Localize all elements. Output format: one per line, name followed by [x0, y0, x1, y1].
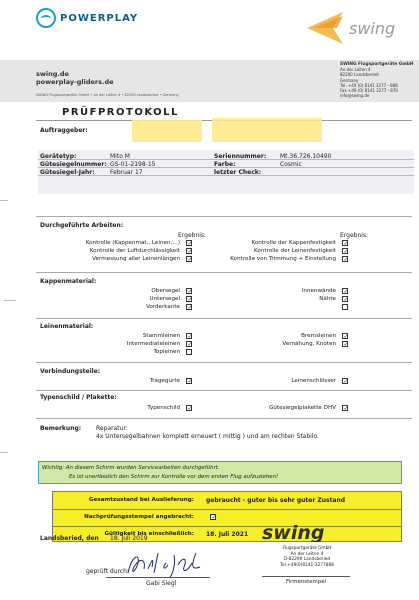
header	[0, 0, 419, 60]
leine-item: Vernähung, Knoten	[282, 341, 336, 347]
kappe-checkbox-empty[interactable]	[342, 304, 348, 310]
kappe-checkbox[interactable]	[186, 288, 192, 294]
arbeit-checkbox[interactable]	[186, 248, 192, 254]
company-info-right	[340, 62, 414, 98]
kappe-checkbox[interactable]	[186, 304, 192, 310]
summary-divider	[53, 526, 401, 527]
company-line: An der Leiten 4	[340, 67, 371, 73]
verbindung-checkbox[interactable]	[342, 378, 348, 384]
stamp-line: Tel.+49(0)8141-3277888	[280, 562, 334, 568]
leine-item: Stammleinen	[142, 333, 180, 339]
leine-checkbox[interactable]	[342, 333, 348, 339]
kappe-checkbox[interactable]	[342, 296, 348, 302]
warning-line-2: Es ist unerlässlich den Schirm zur Kontrolle vor dem ersten Flug aufzuziehen!	[69, 474, 279, 480]
company-line: Fax +49 (0) 8141 3277 - 870	[340, 88, 398, 94]
redaction-highlight	[212, 118, 322, 142]
stamp-company-info	[262, 546, 352, 568]
powerplay-logo	[36, 8, 138, 28]
section-divider	[36, 318, 412, 319]
stamp-line: Flugsportgeräte GmbH	[282, 546, 332, 551]
arbeit-item: Kontrolle (Kappenmat., Leinen,…)	[85, 240, 180, 246]
company-line: 82290 Landsberied	[340, 72, 379, 78]
kappe-checkbox[interactable]	[342, 288, 348, 294]
company-address-small: SWING Flugsportgeräte GmbH • An der Leiten 4 • 82290 Landsberied • Germany	[36, 93, 179, 97]
redaction-highlight	[132, 120, 202, 142]
pruefer-name: Gabi Siegl	[146, 580, 177, 587]
letzter-check-label: letzter Check:	[214, 169, 262, 176]
zustand-label: Gesamtzustand bei Auslieferung:	[88, 497, 194, 503]
powerplay-logo-text: POWERPLAY	[60, 12, 139, 24]
signature-line	[106, 577, 210, 578]
arbeit-checkbox[interactable]	[186, 240, 192, 246]
leine-checkbox[interactable]	[186, 341, 192, 347]
section-divider	[36, 272, 412, 273]
leine-checkbox[interactable]	[342, 341, 348, 347]
swing-stamp-text: swing	[262, 522, 325, 542]
verbindung-item: Leinenschlösser	[291, 378, 336, 384]
leine-item: Topleinen	[153, 349, 180, 355]
datum-value: 18. Juli 2019	[110, 535, 148, 542]
swing-stamp-logo-icon	[262, 522, 344, 542]
leine-checkbox-empty[interactable]	[186, 349, 192, 355]
geraetetyp-value: Mito M	[110, 153, 130, 160]
arbeit-item: Kontrolle der Leinenfestigkeit	[254, 248, 336, 254]
signature-icon	[118, 549, 214, 579]
company-line: info@swing.de	[340, 93, 370, 99]
swing-logo-text: swing	[349, 19, 396, 38]
seriennummer-value: Mt.36.726.10490	[280, 153, 332, 160]
auftraggeber-label: Auftraggeber:	[40, 127, 88, 134]
scan-mark	[0, 200, 8, 201]
stamp-line: D-82290 Landsberied	[283, 557, 331, 563]
section-divider	[36, 418, 412, 419]
verbindungsteile-heading: Verbindungsteile:	[40, 368, 101, 375]
warning-line-1: Wichtig: An diesem Schirm wurden Servicearbeiten durchgeführt.	[42, 465, 220, 471]
leine-item: Bremsleinen	[301, 333, 336, 339]
bemerkung-line-1: Reparatur:	[96, 425, 128, 432]
kappenmaterial-heading: Kappenmaterial:	[40, 278, 97, 285]
arbeit-checkbox[interactable]	[186, 256, 192, 262]
company-line: Germany	[340, 77, 359, 83]
service-warning-box	[38, 461, 402, 484]
scan-mark	[0, 452, 8, 453]
leine-checkbox[interactable]	[186, 333, 192, 339]
farbe-label: Farbe:	[214, 161, 236, 168]
arbeit-item: Kontrolle der Kappenfestigkeit	[251, 240, 336, 246]
guetesiegeljahr-value: Februar 17	[110, 169, 143, 176]
powerplay-logo-icon	[36, 8, 56, 28]
kappe-item: Nähte	[319, 296, 336, 302]
scan-mark	[4, 300, 16, 301]
typenschild-item: Gütesiegelplakette DHV	[269, 405, 336, 411]
ergebnis-label-left: Ergebnis:	[178, 232, 207, 239]
seriennummer-label: Seriennummer:	[214, 153, 267, 160]
gueltig-label: Gültigkeit bis einschließlich:	[104, 531, 194, 537]
swing-logo-icon	[303, 8, 413, 48]
gueltig-value: 18. Juli 2021	[206, 531, 249, 538]
arbeit-item: Vermessung aller Leinenlängen	[92, 256, 180, 262]
document-title: PRÜFPROTOKOLL	[62, 107, 179, 118]
stempel-label: Nachprüfungsstempel angebracht:	[84, 514, 194, 520]
swing-stamp-logo	[262, 522, 344, 542]
zustand-value: gebraucht - guter bis sehr guter Zustand	[206, 497, 346, 504]
arbeit-checkbox[interactable]	[342, 256, 348, 262]
section-divider	[36, 216, 412, 217]
verbindung-item: Tragegurte	[149, 378, 180, 384]
kappe-item: Innenwände	[301, 288, 336, 294]
company-name: SWING Flugsportgeräte GmbH	[340, 62, 414, 67]
kappe-item: Obersegel	[151, 288, 180, 294]
summary-divider	[53, 509, 401, 510]
guetesiegelnummer-value: GS-01-2198-15	[110, 161, 156, 168]
typenschild-checkbox[interactable]	[186, 405, 192, 411]
verbindung-checkbox[interactable]	[186, 378, 192, 384]
company-info-left	[36, 70, 179, 99]
geprueft-label: geprüft durch:	[86, 568, 129, 575]
typenschild-item: Typenschild	[147, 405, 180, 411]
ort-label: Landsberied, den	[40, 535, 99, 542]
stempel-checkbox[interactable]	[210, 514, 216, 520]
swing-logo	[303, 8, 413, 48]
stamp-line: An der Leiten 4	[290, 551, 324, 557]
kappe-checkbox[interactable]	[186, 296, 192, 302]
bemerkung-label: Bemerkung:	[40, 425, 82, 432]
kappe-item: Vorderkante	[145, 304, 180, 310]
company-website-2: powerplay-gliders.de	[36, 78, 114, 86]
arbeit-checkbox[interactable]	[342, 240, 348, 246]
section-divider	[36, 362, 412, 363]
arbeit-item: Kontrolle der Luftdurchlässigkeit	[89, 248, 180, 254]
typenschild-checkbox[interactable]	[342, 405, 348, 411]
kappe-item: Untersegel	[149, 296, 180, 302]
geraetetyp-label: Gerätetyp:	[40, 153, 77, 160]
typenschild-heading: Typenschild / Plakette:	[40, 394, 117, 401]
leine-item: Intermediateleinen	[126, 341, 180, 347]
arbeit-item: Kontrolle von Trimmung + Einstellung	[230, 256, 336, 262]
section-divider	[36, 390, 412, 391]
farbe-value: Cosmic	[280, 161, 302, 168]
company-line: Tel. +49 (0) 8141 3277 - 888	[340, 82, 398, 88]
stamp-underline	[262, 576, 350, 577]
leinenmaterial-heading: Leinenmaterial:	[40, 323, 94, 330]
arbeit-checkbox[interactable]	[342, 248, 348, 254]
guetesiegeljahr-label: Gütesiegel-Jahr:	[40, 169, 95, 176]
firmenstempel-label: Firmenstempel	[285, 579, 327, 585]
company-website: swing.de	[36, 70, 69, 78]
ergebnis-label-right: Ergebnis:	[340, 232, 369, 239]
arbeiten-heading: Durchgeführte Arbeiten:	[40, 222, 124, 229]
bemerkung-line-2: 4x Untersegelbahnen komplett erneuert ( mittig ) und am rechten Stabilo.	[96, 433, 319, 440]
guetesiegelnummer-label: Gütesiegelnummer:	[40, 161, 107, 168]
